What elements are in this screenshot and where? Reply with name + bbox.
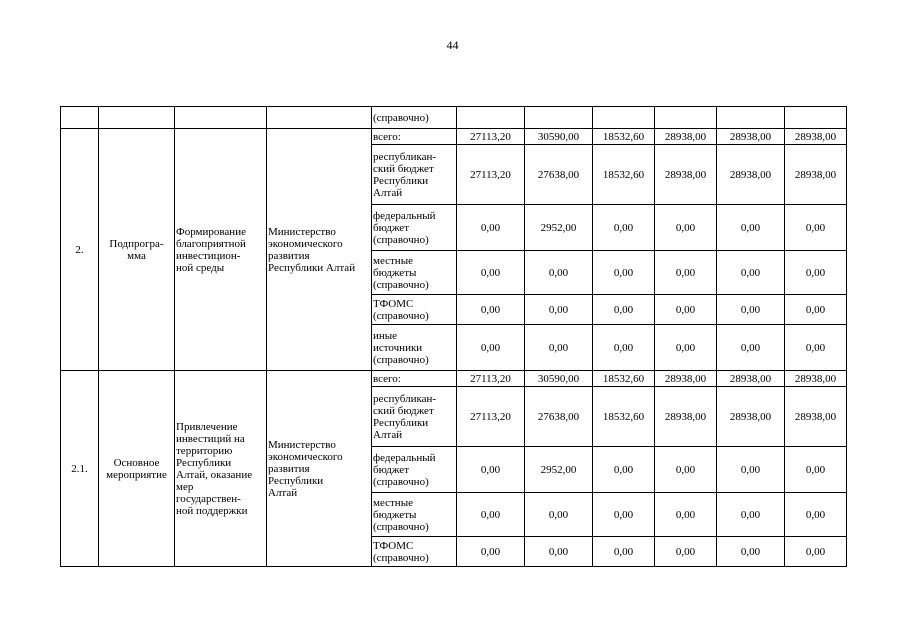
amount-cell: 0,00 [785, 493, 847, 537]
amount-cell: 28938,00 [785, 129, 847, 145]
item-name-cell: Формирование благоприятной инвестицион- ной среды [175, 129, 267, 371]
amount-cell: 0,00 [593, 295, 655, 325]
amount-cell: 0,00 [655, 205, 717, 251]
amount-cell: 28938,00 [717, 387, 785, 447]
amount-cell: 0,00 [717, 447, 785, 493]
amount-cell: 27638,00 [525, 387, 593, 447]
amount-cell: 0,00 [785, 325, 847, 371]
amount-cell: 0,00 [457, 295, 525, 325]
empty-cell [267, 107, 372, 129]
empty-cell [175, 107, 267, 129]
table-row [61, 371, 847, 387]
amount-cell: 0,00 [655, 251, 717, 295]
amount-cell: 0,00 [655, 325, 717, 371]
funding-source-cell: федеральный бюджет (справочно) [372, 447, 457, 493]
empty-cell [717, 107, 785, 129]
amount-cell: 28938,00 [655, 129, 717, 145]
amount-cell: 0,00 [525, 493, 593, 537]
amount-cell: 0,00 [717, 537, 785, 567]
amount-cell: 28938,00 [655, 387, 717, 447]
amount-cell: 18532,60 [593, 145, 655, 205]
amount-cell: 28938,00 [655, 145, 717, 205]
amount-cell: 30590,00 [525, 371, 593, 387]
amount-cell: 28938,00 [717, 129, 785, 145]
amount-cell: 0,00 [655, 537, 717, 567]
empty-cell [61, 107, 99, 129]
amount-cell: 0,00 [593, 325, 655, 371]
funding-source-cell: республикан- ский бюджет Республики Алтай [372, 387, 457, 447]
amount-cell: 0,00 [785, 537, 847, 567]
amount-cell: 0,00 [785, 295, 847, 325]
funding-source-cell: всего: [372, 371, 457, 387]
empty-cell [785, 107, 847, 129]
amount-cell: 0,00 [593, 251, 655, 295]
item-name-cell: Привлечение инвестиций на территорию Республики Алтай, оказание мер государствен- ной поддержки [175, 371, 267, 567]
amount-cell: 0,00 [717, 205, 785, 251]
amount-cell: 0,00 [457, 251, 525, 295]
funding-source-cell: местные бюджеты (справочно) [372, 493, 457, 537]
amount-cell: 18532,60 [593, 371, 655, 387]
empty-cell [457, 107, 525, 129]
amount-cell: 28938,00 [717, 145, 785, 205]
amount-cell: 0,00 [525, 537, 593, 567]
amount-cell: 18532,60 [593, 387, 655, 447]
funding-source-cell: ТФОМС (справочно) [372, 537, 457, 567]
funding-source-cell: иные источники (справочно) [372, 325, 457, 371]
item-number-cell: 2. [61, 129, 99, 371]
executor-cell: Министерство экономического развития Республики Алтай [267, 371, 372, 567]
amount-cell: 27113,20 [457, 145, 525, 205]
funding-source-cell: местные бюджеты (справочно) [372, 251, 457, 295]
amount-cell: 0,00 [655, 447, 717, 493]
amount-cell: 0,00 [593, 205, 655, 251]
amount-cell: 28938,00 [785, 371, 847, 387]
funding-source-cell: ТФОМС (справочно) [372, 295, 457, 325]
amount-cell: 0,00 [717, 251, 785, 295]
amount-cell: 27113,20 [457, 371, 525, 387]
amount-cell: 0,00 [785, 447, 847, 493]
empty-cell [99, 107, 175, 129]
funding-source-cell: республикан- ский бюджет Республики Алтай [372, 145, 457, 205]
amount-cell: 27638,00 [525, 145, 593, 205]
table-row [61, 107, 847, 129]
amount-cell: 0,00 [785, 251, 847, 295]
amount-cell: 28938,00 [655, 371, 717, 387]
amount-cell: 0,00 [457, 447, 525, 493]
amount-cell: 0,00 [593, 537, 655, 567]
amount-cell: 2952,00 [525, 447, 593, 493]
funding-source-cell: всего: [372, 129, 457, 145]
amount-cell: 0,00 [457, 205, 525, 251]
page-number: 44 [446, 38, 459, 52]
item-number-cell: 2.1. [61, 371, 99, 567]
amount-cell: 0,00 [593, 493, 655, 537]
amount-cell: 27113,20 [457, 387, 525, 447]
amount-cell: 0,00 [655, 493, 717, 537]
amount-cell: 0,00 [717, 493, 785, 537]
amount-cell: 28938,00 [785, 387, 847, 447]
amount-cell: 30590,00 [525, 129, 593, 145]
amount-cell: 27113,20 [457, 129, 525, 145]
amount-cell: 0,00 [525, 251, 593, 295]
empty-cell [593, 107, 655, 129]
amount-cell: 28938,00 [785, 145, 847, 205]
empty-cell [525, 107, 593, 129]
item-type-cell: Основное мероприятие [99, 371, 175, 567]
amount-cell: 28938,00 [717, 371, 785, 387]
amount-cell: 2952,00 [525, 205, 593, 251]
funding-source-cell: (справочно) [372, 107, 457, 129]
funding-source-cell: федеральный бюджет (справочно) [372, 205, 457, 251]
amount-cell: 0,00 [593, 447, 655, 493]
amount-cell: 0,00 [655, 295, 717, 325]
executor-cell: Министерство экономического развития Республики Алтай [267, 129, 372, 371]
table-row [61, 129, 847, 145]
amount-cell: 0,00 [457, 325, 525, 371]
amount-cell: 0,00 [457, 493, 525, 537]
amount-cell: 0,00 [525, 325, 593, 371]
empty-cell [655, 107, 717, 129]
amount-cell: 0,00 [717, 295, 785, 325]
amount-cell: 0,00 [525, 295, 593, 325]
item-type-cell: Подпрогра- мма [99, 129, 175, 371]
amount-cell: 0,00 [717, 325, 785, 371]
amount-cell: 18532,60 [593, 129, 655, 145]
budget-table [60, 106, 847, 567]
amount-cell: 0,00 [457, 537, 525, 567]
amount-cell: 0,00 [785, 205, 847, 251]
